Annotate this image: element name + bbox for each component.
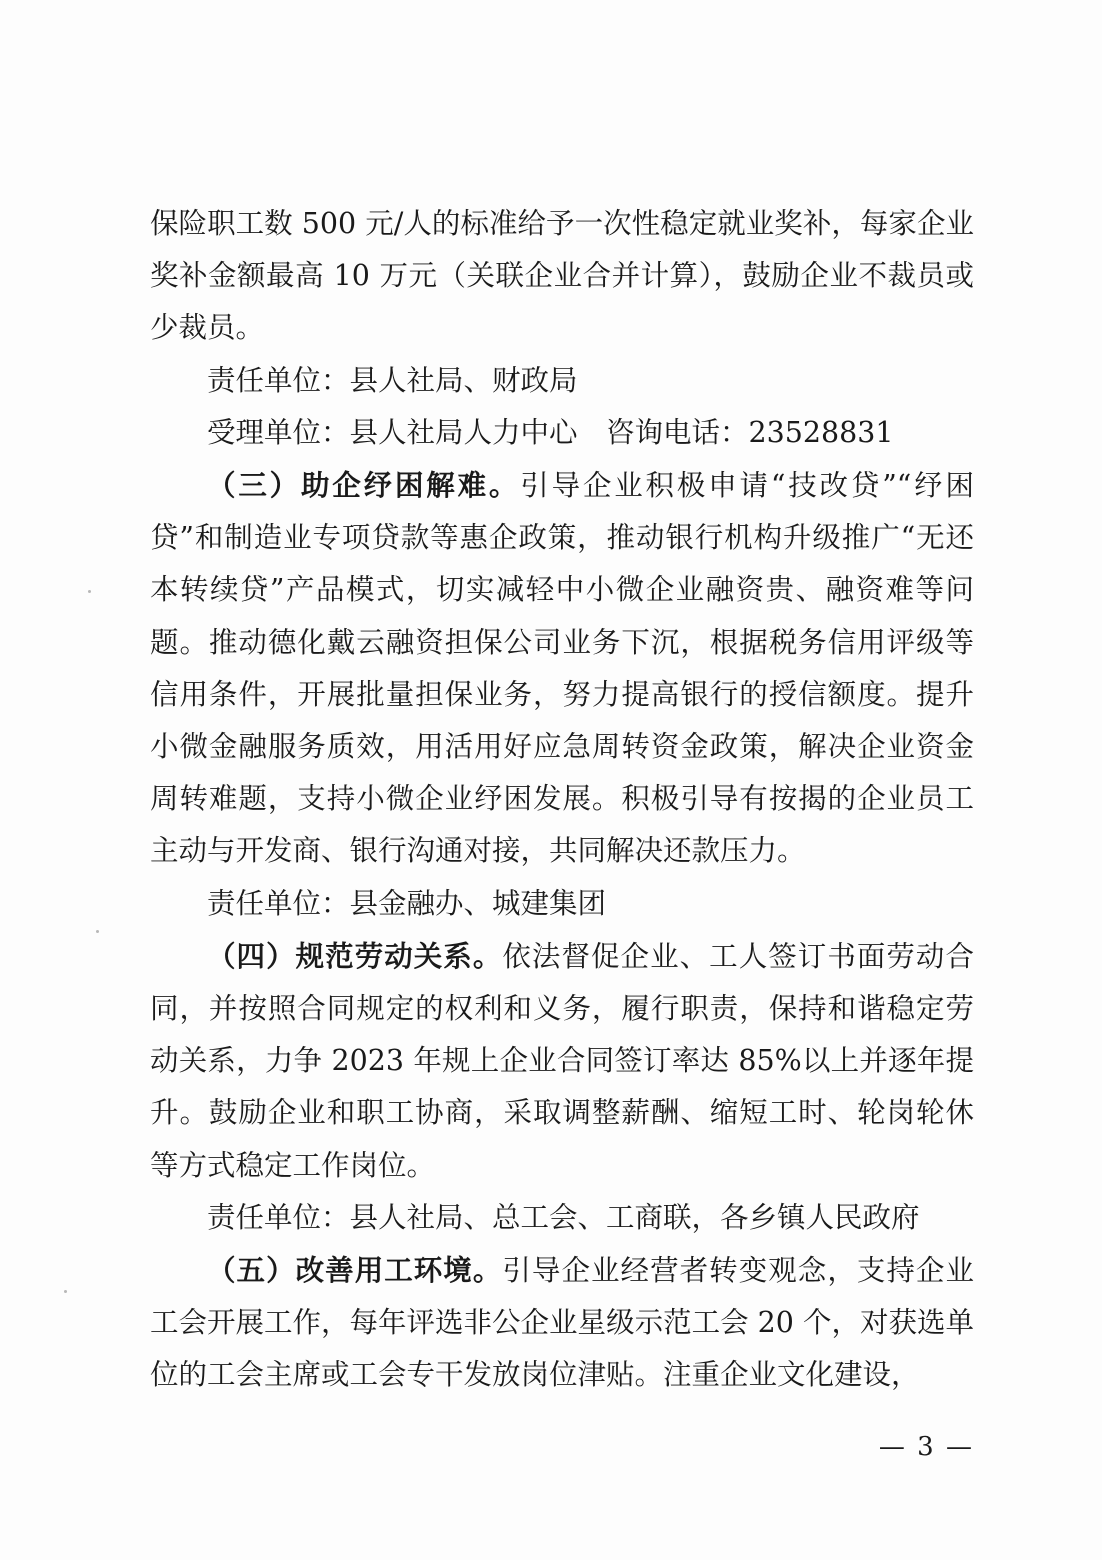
section-five-heading: （五）改善用工环境。 — [207, 1253, 503, 1288]
handling-unit-text: 受理单位：县人社局人力中心 咨询电话：23528831 — [207, 415, 894, 449]
section-four-heading: （四）规范劳动关系。 — [207, 938, 503, 973]
responsible-units-line — [150, 1192, 974, 1244]
responsible-units-line — [150, 878, 974, 930]
section-five-text: 引导企业经营者转变观念，支持企业工会开展工作，每年评选非公企业星级示范工会 20 个，对获选单位的工会主席或工会专干发放岗位津贴。注重企业文化建设， — [150, 1254, 974, 1392]
paragraph-subsidy-continuation — [150, 198, 974, 355]
document-body — [150, 198, 974, 1402]
section-five — [150, 1244, 974, 1402]
scan-speck — [96, 930, 99, 933]
handling-unit-line — [150, 407, 974, 459]
section-three-text: 引导企业积极申请“技改贷”“纾困贷”和制造业专项贷款等惠企政策，推动银行机构升级推广“无还本转续贷”产品模式，切实减轻中小微企业融资贵、融资难等问题。推动德化戴云融资担保公司业务下沉，根据税务信用评级等信用条件，开展批量担保业务，努力提高银行的授信额度。提升小微金融服务质效，用活用好应急周转资金政策，解决企业资金周转难题，支持小微企业纾困发展。积极引导有按揭的企业员工主动与开发商、银行沟通对接，共同解决还款压力。 — [150, 469, 974, 868]
scan-speck — [88, 590, 91, 593]
section-four — [150, 930, 974, 1192]
responsible-units-line — [150, 355, 974, 407]
section-three — [150, 459, 974, 878]
scan-speck — [64, 1290, 67, 1293]
responsible-units-text: 责任单位：县人社局、财政局 — [207, 363, 578, 397]
paragraph-text: 保险职工数 500 元/人的标准给予一次性稳定就业奖补，每家企业奖补金额最高 10 万元（关联企业合并计算），鼓励企业不裁员或少裁员。 — [150, 207, 974, 345]
section-four-text: 依法督促企业、工人签订书面劳动合同，并按照合同规定的权利和义务，履行职责，保持和谐稳定劳动关系，力争 2023 年规上企业合同签订率达 85%以上并逐年提升。鼓励企业和职工协商，采取调整薪酬、缩短工时、轮岗轮休等方式稳定工作岗位。 — [150, 939, 974, 1182]
page-number: — 3 — — [878, 1432, 974, 1462]
section-three-heading: （三）助企纾困解难。 — [207, 468, 521, 503]
responsible-units-text: 责任单位：县金融办、城建集团 — [207, 886, 607, 920]
responsible-units-text: 责任单位：县人社局、总工会、工商联，各乡镇人民政府 — [207, 1200, 920, 1234]
